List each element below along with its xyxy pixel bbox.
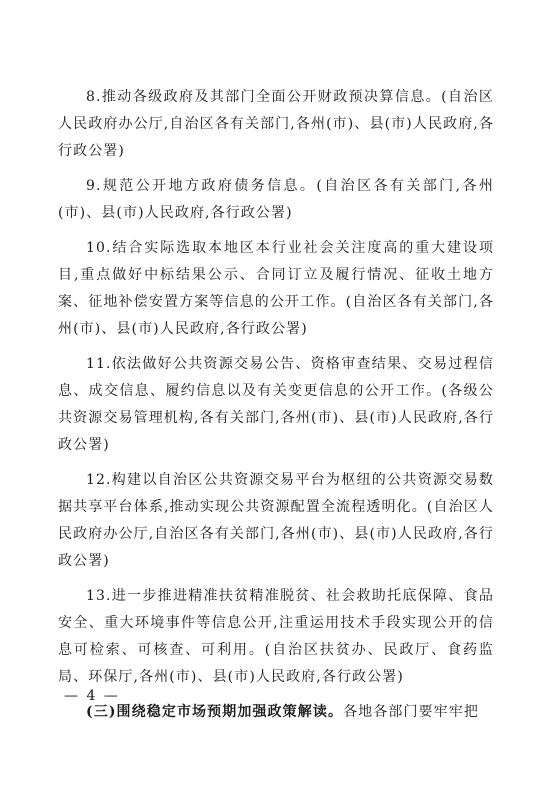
paragraph-item-12: 12.构建以自治区公共资源交易平台为枢纽的公共资源交易数据共享平台体系,推动实现公共资源配置全流程透明化。(自治区人民政府办公厅,自治区各有关部门,各州(市)、县(市)人民政府,各行政公署)	[58, 472, 494, 569]
paragraph-item-10: 10.结合实际选取本地区本行业社会关注度高的重大建设项目,重点做好中标结果公示、合同订立及履行情况、征收土地方案、征地补偿安置方案等信息的公开工作。(自治区各有关部门,各州(市)、县(市)人民政府,各行政公署)	[58, 240, 494, 337]
section-heading-rest: 各地各部门要牢牢把	[343, 704, 479, 720]
section-heading-3	[58, 699, 494, 726]
page-number: — 4 —	[64, 688, 120, 704]
paragraph-item-8: 8.推动各级政府及其部门全面公开财政预决算信息。(自治区人民政府办公厅,自治区各有关部门,各州(市)、县(市)人民政府,各行政公署)	[58, 89, 494, 159]
paragraph-item-9: 9.规范公开地方政府债务信息。(自治区各有关部门,各州(市)、县(市)人民政府,各行政公署)	[58, 178, 494, 221]
section-heading-lead: (三)围绕稳定市场预期加强政策解读。	[86, 704, 344, 720]
paragraph-item-11: 11.依法做好公共资源交易公告、资格审查结果、交易过程信息、成交信息、履约信息以及有关变更信息的公开工作。(各级公共资源交易管理机构,各有关部门,各州(市)、县(市)人民政府,各行政公署)	[58, 356, 494, 453]
document-body	[58, 84, 494, 734]
paragraph-item-13: 13.进一步推进精准扶贫精准脱贫、社会救助托底保障、食品安全、重大环境事件等信息公开,注重运用技术手段实现公开的信息可检索、可核查、可利用。(自治区扶贫办、民政厅、食药监局、环保厅,各州(市)、县(市)人民政府,各行政公署)	[58, 588, 494, 685]
